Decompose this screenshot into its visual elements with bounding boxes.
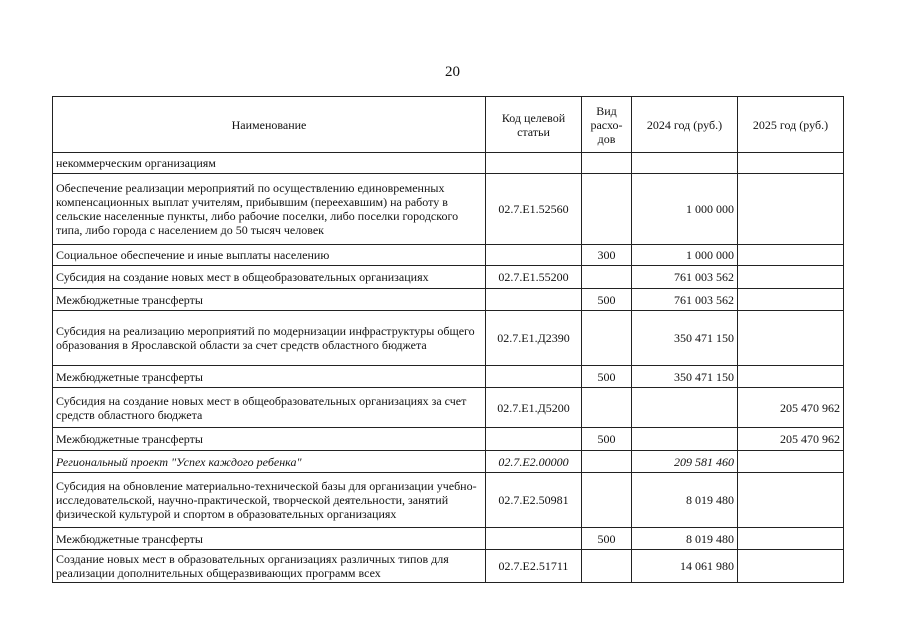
- row-kind: 500: [582, 528, 632, 550]
- row-amount-2024: 8 019 480: [632, 473, 738, 528]
- table-row: [53, 153, 844, 174]
- row-amount-2024: 1 000 000: [632, 174, 738, 245]
- row-name: Межбюджетные трансферты: [53, 366, 486, 388]
- row-kind: [582, 266, 632, 289]
- row-amount-2024: 350 471 150: [632, 311, 738, 366]
- row-code: [486, 366, 582, 388]
- row-amount-2024: 209 581 460: [632, 451, 738, 473]
- row-name: Субсидия на обновление материально-технической базы для организации учебно-исследовательской, научно-практической, творческой деятельности, занятий физической культурой и спортом в образовательных организациях: [53, 473, 486, 528]
- row-amount-2025: [738, 174, 844, 245]
- row-amount-2024: [632, 153, 738, 174]
- row-amount-2025: 205 470 962: [738, 428, 844, 451]
- row-name: Субсидия на создание новых мест в общеобразовательных организациях за счет средств областного бюджета: [53, 388, 486, 428]
- row-amount-2025: [738, 366, 844, 388]
- row-kind: 500: [582, 366, 632, 388]
- row-name: Субсидия на создание новых мест в общеобразовательных организациях: [53, 266, 486, 289]
- row-amount-2025: [738, 550, 844, 583]
- row-name: Региональный проект "Успех каждого ребенка": [53, 451, 486, 473]
- header-code: Код целевой статьи: [486, 97, 582, 153]
- table-row: [53, 174, 844, 245]
- row-amount-2025: [738, 153, 844, 174]
- row-amount-2024: 1 000 000: [632, 245, 738, 266]
- row-name: Обеспечение реализации мероприятий по осуществлению единовременных компенсационных выплат учителям, прибывшим (переехавшим) на работу в сельские населенные пункты, либо рабочие поселки, либо поселки городского типа, либо города с населением до 50 тысяч человек: [53, 174, 486, 245]
- row-name: Межбюджетные трансферты: [53, 289, 486, 311]
- row-amount-2025: 205 470 962: [738, 388, 844, 428]
- row-amount-2024: 350 471 150: [632, 366, 738, 388]
- table-row: [53, 473, 844, 528]
- header-2025: 2025 год (руб.): [738, 97, 844, 153]
- table-row: [53, 245, 844, 266]
- row-amount-2025: [738, 528, 844, 550]
- row-kind: 500: [582, 289, 632, 311]
- row-amount-2025: [738, 451, 844, 473]
- row-kind: [582, 153, 632, 174]
- row-kind: [582, 174, 632, 245]
- row-amount-2024: [632, 428, 738, 451]
- table-row: [53, 366, 844, 388]
- row-kind: [582, 451, 632, 473]
- row-code: [486, 153, 582, 174]
- row-code: [486, 245, 582, 266]
- row-amount-2024: [632, 388, 738, 428]
- row-name: Социальное обеспечение и иные выплаты населению: [53, 245, 486, 266]
- row-name: Создание новых мест в образовательных организациях различных типов для реализации дополнительных общеразвивающих программ всех: [53, 550, 486, 583]
- row-code: 02.7.E2.50981: [486, 473, 582, 528]
- table-row: [53, 550, 844, 583]
- row-name: Субсидия на реализацию мероприятий по модернизации инфраструктуры общего образования в Ярославской области за счет средств областного бюджета: [53, 311, 486, 366]
- row-code: 02.7.E1.55200: [486, 266, 582, 289]
- row-amount-2025: [738, 266, 844, 289]
- row-kind: [582, 311, 632, 366]
- row-amount-2025: [738, 289, 844, 311]
- table-row: [53, 388, 844, 428]
- table-row: [53, 428, 844, 451]
- row-amount-2025: [738, 311, 844, 366]
- row-code: [486, 289, 582, 311]
- row-kind: [582, 550, 632, 583]
- row-kind: 300: [582, 245, 632, 266]
- table-row: [53, 451, 844, 473]
- row-amount-2024: 761 003 562: [632, 289, 738, 311]
- row-code: [486, 528, 582, 550]
- row-amount-2024: 8 019 480: [632, 528, 738, 550]
- row-amount-2024: 14 061 980: [632, 550, 738, 583]
- header-kind: Вид расхо-дов: [582, 97, 632, 153]
- budget-table: [52, 96, 844, 583]
- row-code: 02.7.E2.51711: [486, 550, 582, 583]
- page-number: 20: [445, 64, 460, 80]
- row-name: Межбюджетные трансферты: [53, 528, 486, 550]
- table-row: [53, 289, 844, 311]
- row-code: [486, 428, 582, 451]
- row-kind: 500: [582, 428, 632, 451]
- row-amount-2024: 761 003 562: [632, 266, 738, 289]
- header-name: Наименование: [53, 97, 486, 153]
- row-code: 02.7.E2.00000: [486, 451, 582, 473]
- row-amount-2025: [738, 473, 844, 528]
- row-code: 02.7.E1.Д2390: [486, 311, 582, 366]
- row-name: некоммерческим организациям: [53, 153, 486, 174]
- row-kind: [582, 473, 632, 528]
- header-2024: 2024 год (руб.): [632, 97, 738, 153]
- table-row: [53, 528, 844, 550]
- row-code: 02.7.E1.52560: [486, 174, 582, 245]
- row-name: Межбюджетные трансферты: [53, 428, 486, 451]
- row-code: 02.7.E1.Д5200: [486, 388, 582, 428]
- row-amount-2025: [738, 245, 844, 266]
- table-row: [53, 311, 844, 366]
- table-header-row: [53, 97, 844, 153]
- table-row: [53, 266, 844, 289]
- row-kind: [582, 388, 632, 428]
